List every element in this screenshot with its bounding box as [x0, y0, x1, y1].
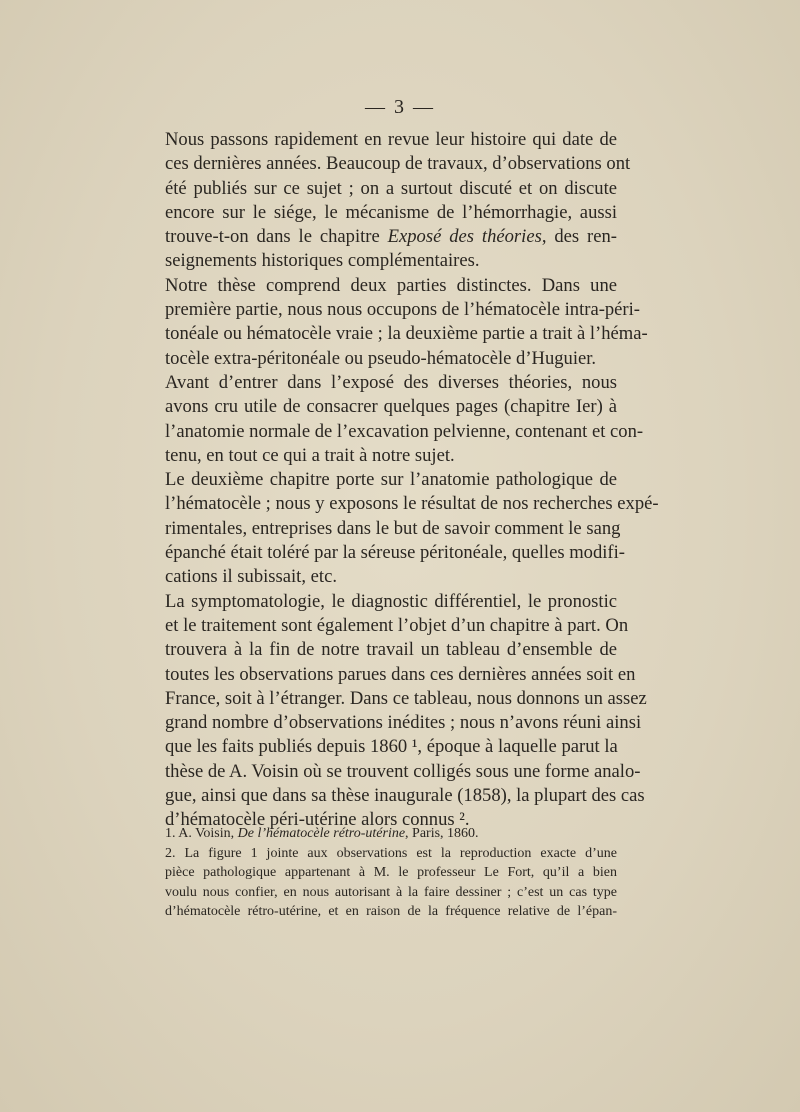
text-line: l’anatomie normale de l’excavation pelvienne, contenant et con-	[165, 420, 644, 442]
text-line: La symptomatologie, le diagnostic différentiel, le pronostic	[165, 590, 617, 612]
footnote-line: voulu nous confier, en nous autorisant à la faire dessiner ; c’est un cas type	[165, 884, 617, 900]
text-line: toutes les observations parues dans ces dernières années soit en	[165, 663, 636, 685]
text-line: Notre thèse comprend deux parties distinctes. Dans une	[165, 274, 617, 296]
text-line: avons cru utile de consacrer quelques pages (chapitre Ier) à	[165, 396, 617, 418]
text-line: été publiés sur ce sujet ; on a surtout discuté et on discute	[165, 177, 617, 199]
footnote-line: pièce pathologique appartenant à M. le professeur Le Fort, qu’il a bien	[165, 865, 617, 881]
text-line: gue, ainsi que dans sa thèse inaugurale (1858), la plupart des cas	[165, 785, 645, 807]
text-line: trouve-t-on dans le chapitre Exposé des théories, des ren-	[165, 226, 617, 248]
text-line: cations il subissait, etc.	[165, 566, 337, 588]
footnotes	[165, 824, 617, 922]
text-line: l’hématocèle ; nous y exposons le résultat de nos recherches expé-	[165, 493, 659, 515]
text-line: et le traitement sont également l’objet d’un chapitre à part. On	[165, 614, 629, 636]
body-text	[165, 128, 659, 833]
text-line: thèse de A. Voisin où se trouvent colligés sous une forme analo-	[165, 760, 641, 782]
italic-title: Exposé des théories	[387, 226, 542, 248]
text-line: Nous passons rapidement en revue leur histoire qui date de	[165, 129, 617, 150]
text-line: que les faits publiés depuis 1860 ¹, époque à laquelle parut la	[165, 736, 618, 758]
text-line: tonéale ou hématocèle vraie ; la deuxième partie a trait à l’héma-	[165, 323, 648, 345]
page-number: — 3 —	[365, 96, 435, 118]
text-line: tocèle extra-péritonéale ou pseudo-hématocèle d’Huguier.	[165, 347, 597, 369]
footnote-line: d’hématocèle rétro-utérine, et en raison de la fréquence relative de l’épan-	[165, 904, 617, 920]
text-line: France, soit à l’étranger. Dans ce tableau, nous donnons un assez	[165, 687, 647, 709]
text-line: trouvera à la fin de notre travail un tableau d’ensemble de	[165, 639, 617, 661]
text-line: tenu, en tout ce qui a trait à notre sujet.	[165, 444, 455, 466]
text-line: rimentales, entreprises dans le but de savoir comment le sang	[165, 517, 621, 539]
text-line: Avant d’entrer dans l’exposé des diverses théories, nous	[165, 371, 617, 393]
text-line: encore sur le siége, le mécanisme de l’hémorrhagie, aussi	[165, 201, 617, 223]
text-line: première partie, nous nous occupons de l’hématocèle intra-péri-	[165, 299, 640, 321]
text-line: seignements historiques complémentaires.	[165, 250, 480, 272]
text-line: d’hématocèle péri-utérine alors connus ².	[165, 809, 470, 831]
text-line: épanché était toléré par la séreuse péritonéale, quelles modifi-	[165, 542, 625, 564]
text-line: ces dernières années. Beaucoup de travaux, d’observations ont	[165, 153, 631, 175]
text-line: grand nombre d’observations inédites ; nous n’avons réuni ainsi	[165, 712, 642, 734]
text-line: Le deuxième chapitre porte sur l’anatomie pathologique de	[165, 469, 617, 491]
footnote-2: 2. La figure 1 jointe aux observations est la reproduction exacte d’une	[165, 845, 617, 861]
italic-title: De l’hématocèle rétro-utérine	[237, 826, 406, 841]
footnote-1: 1. A. Voisin, De l’hématocèle rétro-utérine, Paris, 1860.	[165, 826, 479, 841]
